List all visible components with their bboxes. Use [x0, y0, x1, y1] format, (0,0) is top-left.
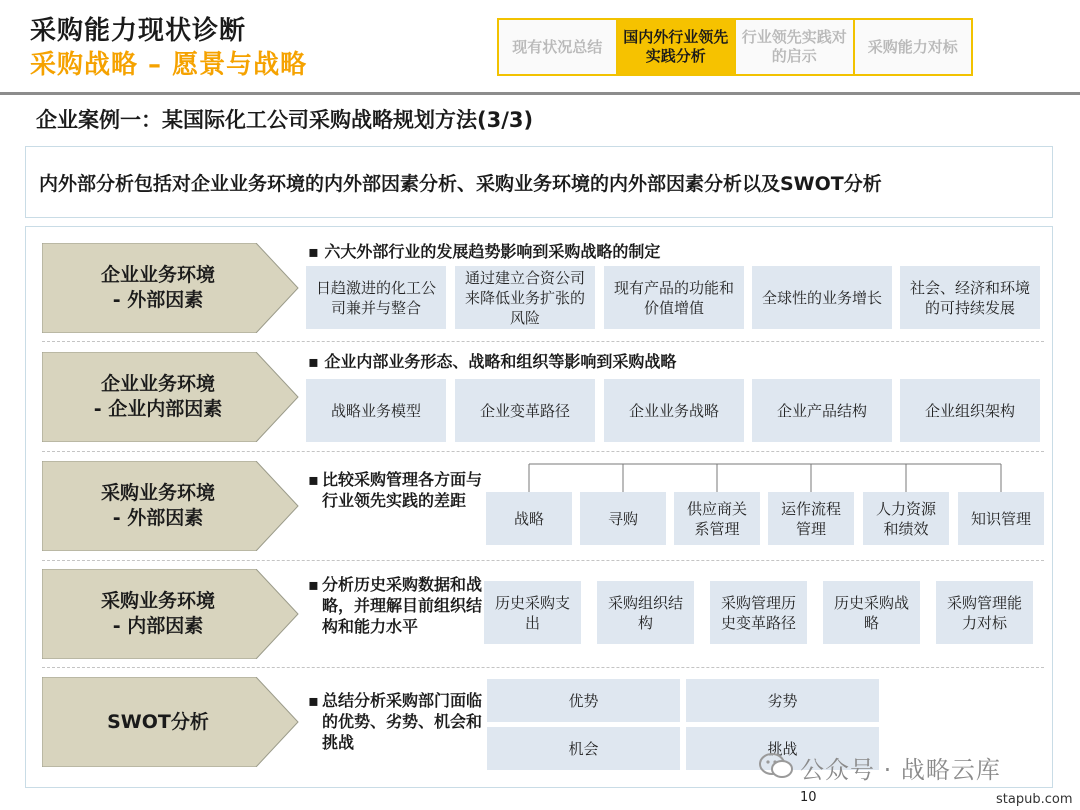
factor-box: 现有产品的功能和价值增值 — [604, 266, 744, 329]
tab-benchmark[interactable]: 采购能力对标 — [855, 20, 972, 74]
row-bullet: ▪ 分析历史采购数据和战略，并理解目前组织结构和能力水平 — [308, 574, 483, 637]
factor-box: 人力资源和绩效 — [863, 492, 949, 545]
factor-box: 历史采购战略 — [823, 581, 920, 644]
factor-box: 寻购 — [580, 492, 666, 545]
row-label: SWOT分析 — [107, 710, 209, 733]
tab-insights[interactable]: 行业领先实践对的启示 — [736, 20, 855, 74]
watermark-text: 公众号 · 战略云库 — [800, 756, 1001, 784]
tab-leading-practice[interactable]: 国内外行业领先实践分析 — [618, 20, 737, 74]
row-label-arrow — [42, 243, 300, 333]
factor-box: 战略业务模型 — [306, 379, 446, 442]
factor-box: 社会、经济和环境的可持续发展 — [900, 266, 1040, 329]
site-watermark: stapub.com — [996, 792, 1073, 807]
factor-box: 全球性的业务增长 — [752, 266, 892, 329]
swot-weaknesses: 劣势 — [686, 679, 879, 722]
row-bullet: ▪ 企业内部业务形态、战略和组织等影响到采购战略 — [308, 351, 676, 372]
row-divider — [42, 667, 1044, 668]
row-label-arrow — [42, 352, 300, 442]
factor-box: 企业变革路径 — [455, 379, 595, 442]
factor-box: 采购管理历史变革路径 — [710, 581, 807, 644]
row-label: 采购业务环境 - 内部因素 — [100, 590, 215, 637]
swot-threats: 挑战 — [686, 727, 879, 770]
row-label-arrow — [42, 461, 300, 551]
factor-box: 企业组织架构 — [900, 379, 1040, 442]
factor-box: 供应商关系管理 — [674, 492, 760, 545]
row-label: 企业业务环境 - 外部因素 — [100, 264, 215, 311]
row-bullet: ▪ 六大外部行业的发展趋势影响到采购战略的制定 — [308, 241, 660, 262]
row-label-arrow — [42, 677, 300, 767]
header-divider — [0, 92, 1080, 95]
page-subtitle: 采购战略 – 愿景与战略 — [30, 50, 308, 80]
row-bullet: ▪ 比较采购管理各方面与行业领先实践的差距 — [308, 469, 483, 511]
tab-current-status[interactable]: 现有状况总结 — [499, 20, 618, 74]
row-label: 企业业务环境 - 企业内部因素 — [93, 373, 223, 420]
factor-box: 通过建立合资公司来降低业务扩张的风险 — [455, 266, 595, 329]
case-title: 企业案例一：某国际化工公司采购战略规划方法(3/3) — [36, 108, 534, 132]
factor-box: 企业业务战略 — [604, 379, 744, 442]
intro-box — [25, 146, 1053, 218]
row-divider — [42, 451, 1044, 452]
factor-box: 历史采购支出 — [484, 581, 581, 644]
row-label: 采购业务环境 - 外部因素 — [100, 482, 215, 529]
wechat-icon — [758, 752, 794, 780]
row-bullet: ▪ 总结分析采购部门面临的优势、劣势、机会和挑战 — [308, 690, 483, 753]
row-label-arrow — [42, 569, 300, 659]
page-title: 采购能力现状诊断 — [30, 16, 247, 46]
row-divider — [42, 560, 1044, 561]
section-tabs — [497, 18, 973, 76]
factor-box: 日趋激进的化工公司兼并与整合 — [306, 266, 446, 329]
factor-box: 采购组织结构 — [597, 581, 694, 644]
swot-opportunities: 机会 — [487, 727, 680, 770]
intro-text: 内外部分析包括对企业业务环境的内外部因素分析、采购业务环境的内外部因素分析以及SWOT分析 — [39, 172, 882, 195]
factor-box: 企业产品结构 — [752, 379, 892, 442]
factor-box: 采购管理能力对标 — [936, 581, 1033, 644]
row-divider — [42, 341, 1044, 342]
factor-box: 战略 — [486, 492, 572, 545]
factor-box: 运作流程管理 — [768, 492, 854, 545]
factor-box: 知识管理 — [958, 492, 1044, 545]
swot-strengths: 优势 — [487, 679, 680, 722]
page-number: 10 — [800, 790, 817, 805]
